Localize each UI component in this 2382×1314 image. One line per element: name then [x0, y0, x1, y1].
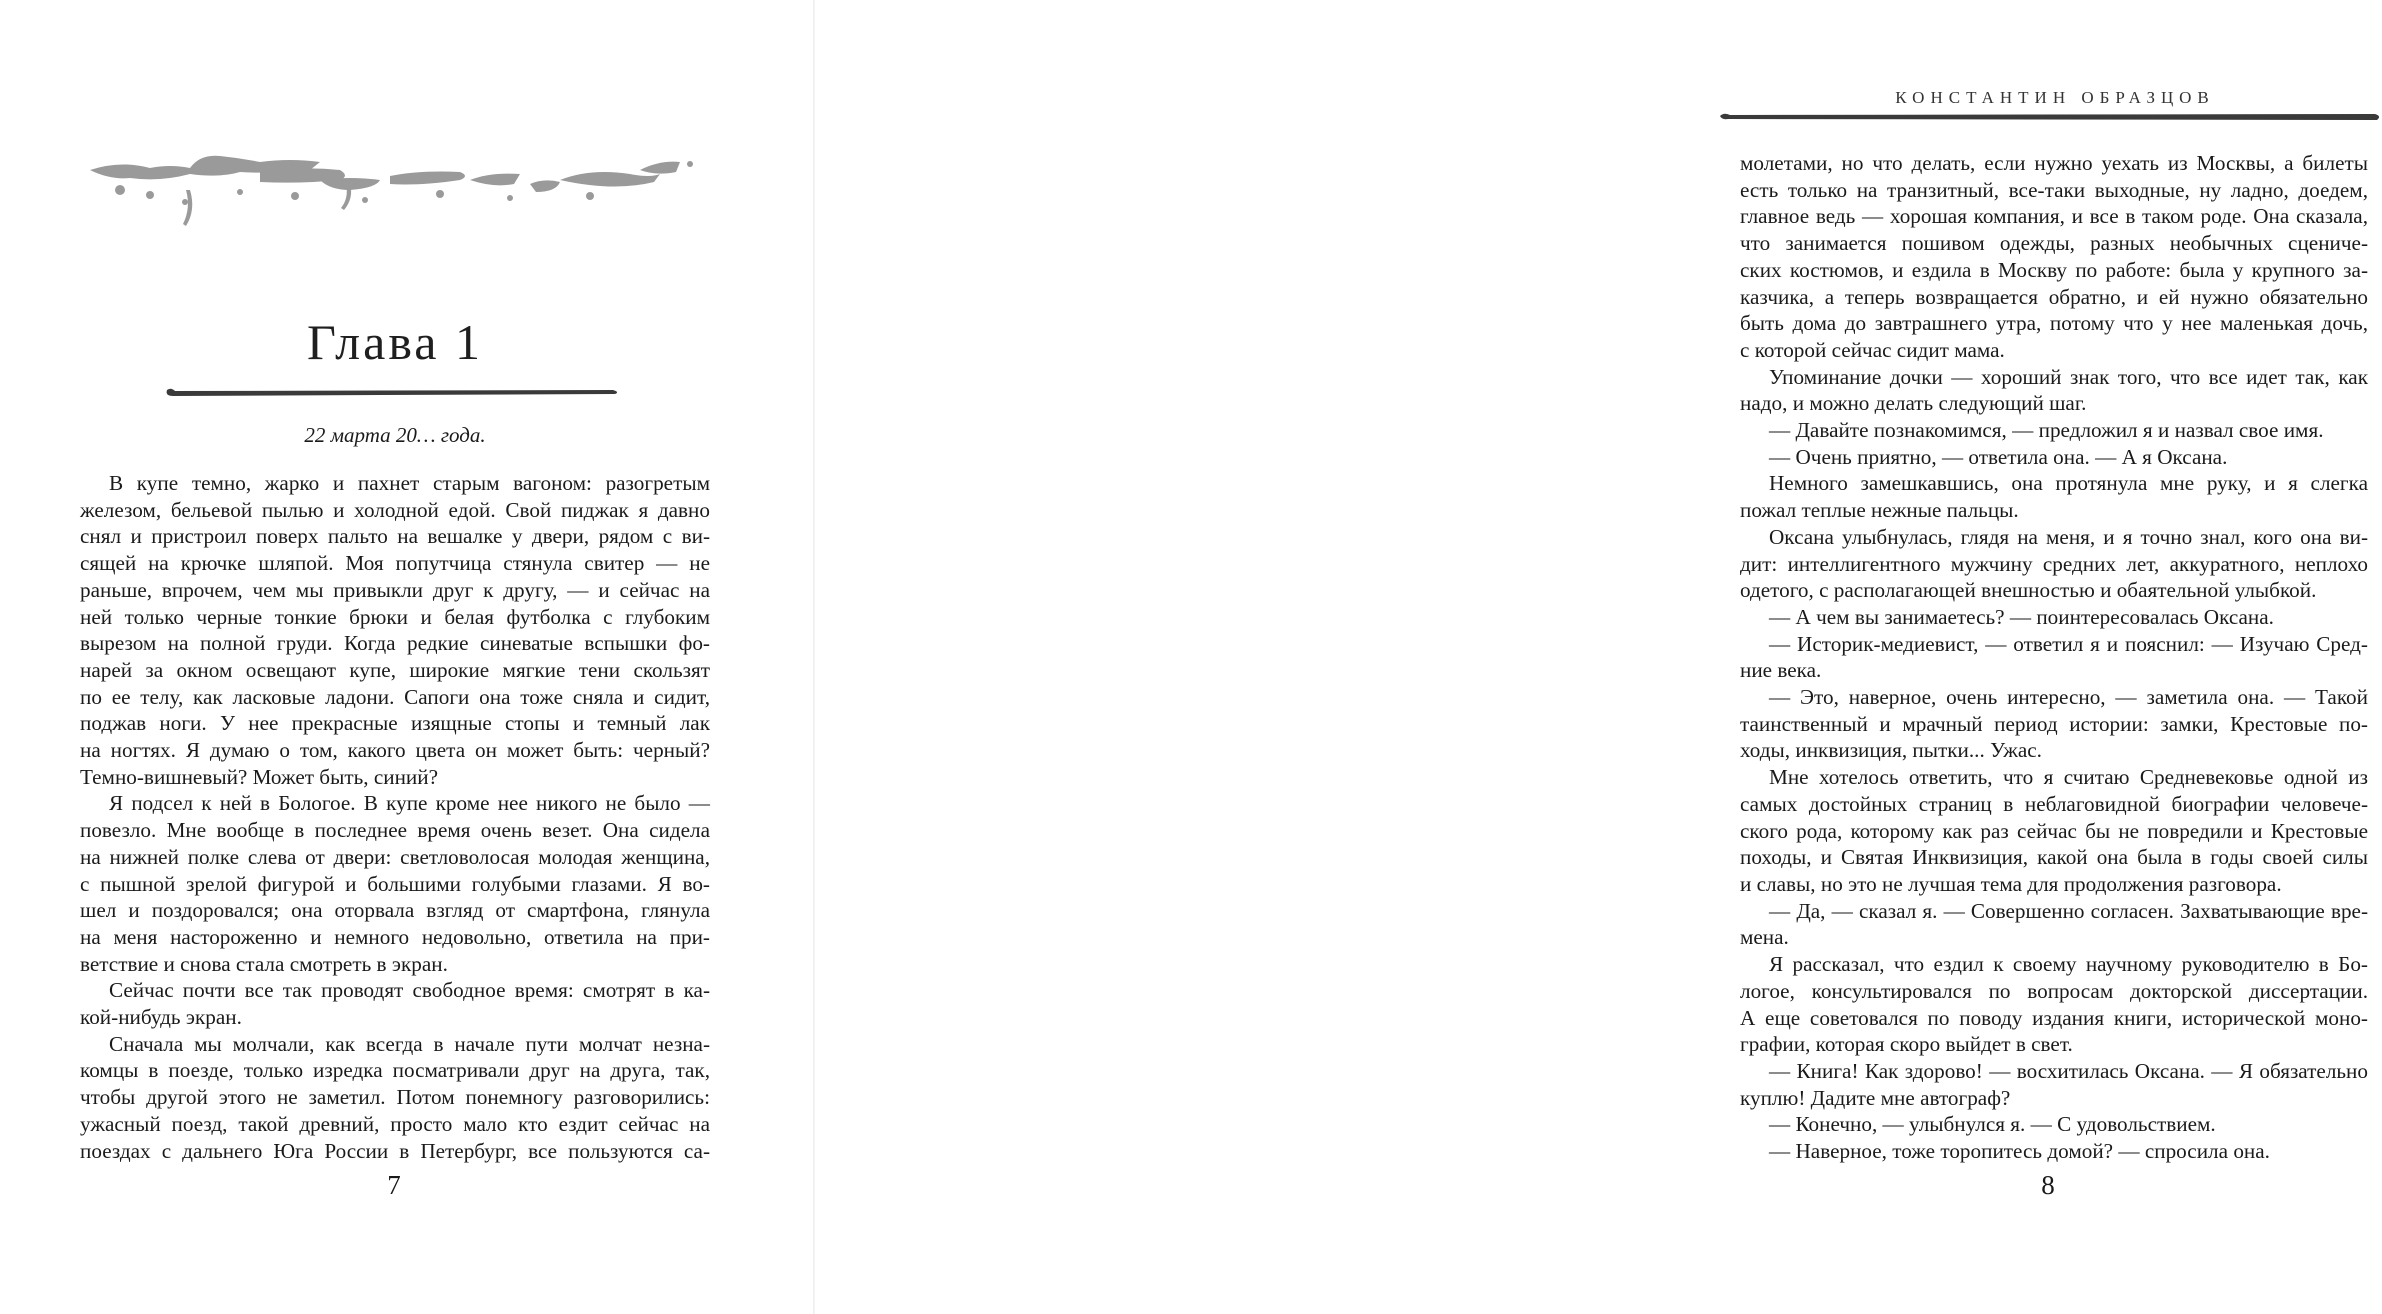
- header-rule: [1720, 110, 2382, 124]
- chapter-title: Глава 1: [307, 314, 483, 370]
- page-number: 8: [2041, 1170, 2055, 1200]
- text-line: Упоминание дочки — хороший знак того, что все идет так, как: [1769, 364, 2368, 389]
- text-line: логое, консультировался по вопросам докторской диссертации.: [1740, 978, 2368, 1003]
- left-body-text: [80, 470, 710, 1164]
- running-head: КОНСТАНТИН ОБРАЗЦОВ: [1895, 88, 2215, 107]
- text-line: мена.: [1740, 925, 1789, 950]
- text-line: — Это, наверное, очень интересно, — заметила она. — Такой: [1769, 685, 2368, 710]
- text-line: поджав ноги. У нее прекрасные изящные стопы и темный лак: [80, 711, 710, 736]
- text-line: ужасный поезд, такой древний, просто мало кто ездит сейчас на: [80, 1111, 710, 1136]
- text-line: — Наверное, тоже торопитесь домой? — спросила она.: [1769, 1139, 2270, 1164]
- text-line: быть дома до завтрашнего утра, потому что у нее маленькая дочь,: [1740, 311, 2368, 336]
- text-line: по ее телу, как ласковые ладони. Сапоги она тоже сняла и сидит,: [80, 684, 710, 709]
- text-line: раньше, впрочем, чем мы привыкли друг к другу, — и сейчас на: [80, 577, 710, 602]
- left-page: [0, 0, 814, 1314]
- text-line: есть только на транзитный, все-таки выходные, ну ладно, доедем,: [1740, 177, 2368, 202]
- text-line: на ногтях. Я думаю о том, какого цвета он может быть: черный?: [80, 738, 710, 763]
- text-line: снял и пристроил поверх пальто на вешалке у двери, рядом с ви-: [80, 524, 710, 549]
- text-line: с пышной зрелой фигурой и большими голубыми глазами. Я во-: [80, 871, 710, 896]
- text-line: — Давайте познакомимся, — предложил я и назвал свое имя.: [1769, 418, 2324, 443]
- text-line: куплю! Дадите мне автограф?: [1740, 1085, 2011, 1110]
- text-line: чтобы другой этого не заметил. Потом понемногу разговорились:: [80, 1085, 710, 1110]
- text-line: и славы, но это не лучшая тема для продолжения разговора.: [1740, 871, 2282, 896]
- text-line: — Книга! Как здорово! — восхитилась Оксана. — Я обязательно: [1769, 1058, 2368, 1083]
- text-line: самых достойных страниц в неблаговидной биографии человече-: [1740, 791, 2368, 816]
- text-line: графии, которая скоро выйдет в свет.: [1740, 1032, 2073, 1057]
- page-number: 7: [387, 1170, 401, 1200]
- text-line: Сначала мы молчали, как всегда в начале пути молчат незна-: [109, 1031, 710, 1056]
- text-line: — Конечно, — улыбнулся я. — С удовольствием.: [1769, 1112, 2216, 1137]
- text-line: комцы в поезде, только изредка посматривали друг на друга, так,: [80, 1058, 710, 1083]
- text-line: ских костюмов, и ездила в Москву по работе: была у крупного за-: [1740, 257, 2368, 282]
- text-line: ского рода, которому как раз сейчас бы не повредили и Крестовые: [1740, 818, 2368, 843]
- text-line: надо, и можно делать следующий шаг.: [1740, 391, 2087, 416]
- text-line: кой-нибудь экран.: [80, 1005, 242, 1030]
- text-line: Темно-вишневый? Может быть, синий?: [80, 764, 439, 789]
- right-body-text: [1740, 150, 2368, 1165]
- text-line: казчика, а теперь возвращается обратно, и ей нужно обязательно: [1740, 284, 2368, 309]
- text-line: дит: интеллигентного мужчину средних лет, аккуратного, неплохо: [1740, 551, 2368, 576]
- text-line: А еще советовался по поводу издания книги, исторической моно-: [1740, 1005, 2368, 1030]
- text-line: Я рассказал, что ездил к своему научному руководителю в Бо-: [1769, 952, 2368, 977]
- text-line: — Историк-медиевист, — ответил я и пояснил: — Изучаю Сред-: [1769, 631, 2368, 656]
- date-line: 22 марта 20… года.: [304, 423, 486, 447]
- text-line: железом, бельевой пылью и холодной едой. Свой пиджак я давно: [80, 497, 710, 522]
- text-line: Оксана улыбнулась, глядя на меня, и я точно знал, кого она ви-: [1769, 524, 2368, 549]
- text-line: ветствие и снова стала смотреть в экран.: [80, 951, 448, 976]
- text-line: — А чем вы занимаетесь? — поинтересовалась Оксана.: [1769, 604, 2274, 629]
- text-line: вырезом на полной груди. Когда редкие синеватые вспышки фо-: [80, 631, 710, 656]
- text-line: с которой сейчас сидит мама.: [1740, 337, 2005, 362]
- text-line: одетого, с располагающей внешностью и обаятельной улыбкой.: [1740, 578, 2317, 603]
- text-line: В купе темно, жарко и пахнет старым вагоном: разогретым: [109, 471, 710, 495]
- text-line: Немного замешкавшись, она протянула мне руку, и я слегка: [1769, 471, 2368, 496]
- text-line: походы, и Святая Инквизиция, какой она была в годы своей силы: [1740, 845, 2368, 870]
- right-page: [815, 0, 2368, 1314]
- text-line: ней только черные тонкие брюки и белая футболка с глубоким: [80, 604, 710, 629]
- text-line: пожал теплые нежные пальцы.: [1740, 498, 2019, 523]
- text-line: повезло. Мне вообще в последнее время очень везет. Она сидела: [80, 818, 710, 843]
- text-line: нарей за окном освещают купе, широкие мягкие тени скользят: [80, 657, 710, 682]
- text-line: Мне хотелось ответить, что я считаю Средневековье одной из: [1769, 765, 2368, 790]
- text-line: — Очень приятно, — ответила она. — А я Оксана.: [1769, 444, 2228, 469]
- text-line: ние века.: [1740, 658, 1822, 683]
- text-line: — Да, — сказал я. — Совершенно согласен. Захватывающие вре-: [1769, 898, 2368, 923]
- text-line: что занимается пошивом одежды, разных необычных сцениче-: [1740, 231, 2368, 256]
- text-line: таинственный и мрачный период истории: замки, Крестовые по-: [1740, 711, 2368, 736]
- text-line: молетами, но что делать, если нужно уехать из Москвы, а билеты: [1740, 151, 2368, 175]
- decorative-ornament: [90, 140, 700, 230]
- text-line: Сейчас почти все так проводят свободное время: смотрят в ка-: [109, 978, 710, 1003]
- text-line: сящей на крючке шляпой. Моя попутчица стянула свитер — не: [80, 551, 710, 576]
- text-line: шел и поздоровался; она оторвала взгляд от смартфона, глянула: [80, 898, 710, 923]
- text-line: главное ведь — хорошая компания, и все в таком роде. Она сказала,: [1740, 204, 2368, 229]
- chapter-rule: [165, 384, 620, 400]
- text-line: ходы, инквизиция, пытки... Ужас.: [1740, 738, 2042, 763]
- text-line: на меня настороженно и немного недовольно, ответила на при-: [80, 924, 710, 949]
- text-line: поездах с дальнего Юга России в Петербург, все пользуются са-: [80, 1138, 710, 1163]
- text-line: на нижней полке слева от двери: светловолосая молодая женщина,: [80, 844, 710, 869]
- text-line: Я подсел к ней в Бологое. В купе кроме нее никого не было —: [109, 791, 710, 816]
